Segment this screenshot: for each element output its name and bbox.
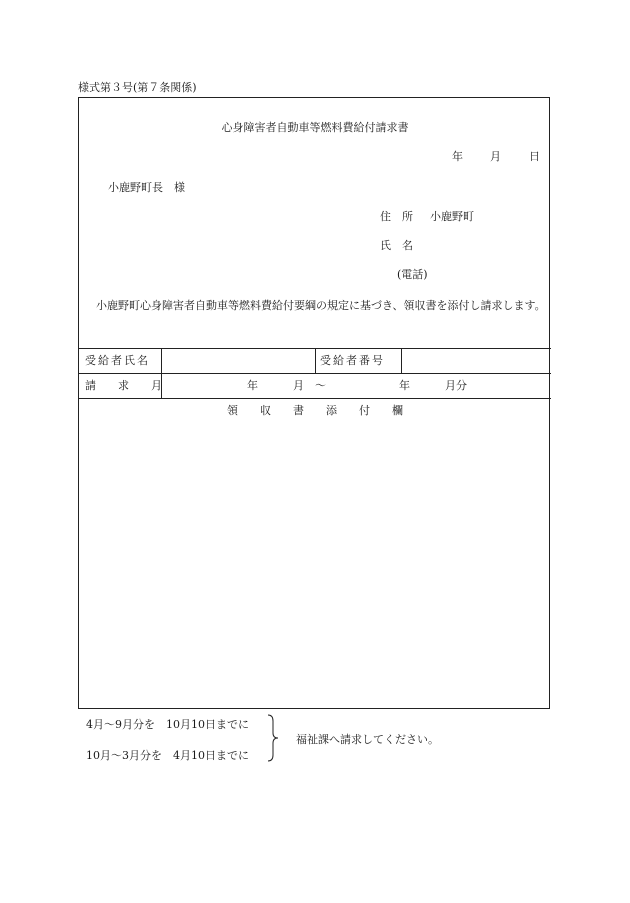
row-divider-2	[79, 398, 551, 399]
name-number-divider-left	[315, 348, 316, 373]
request-statement: 小鹿野町心身障害者自動車等燃料費給付要綱の規定に基づき、領収書を添付し請求します。	[96, 299, 546, 312]
name-number-divider-right	[401, 348, 402, 373]
period-to-month: 月分	[445, 379, 467, 392]
deadline-note-1: 4月～9月分を 10月10日までに	[86, 718, 249, 731]
form-number: 様式第３号(第７条関係)	[78, 81, 197, 94]
deadline-note-2: 10月～3月分を 4月10日までに	[86, 749, 249, 762]
period-from-year: 年	[247, 379, 258, 392]
date-year-label: 年	[452, 150, 463, 163]
receipt-attachment-area[interactable]	[83, 423, 547, 705]
period-to-year: 年	[399, 379, 410, 392]
date-day-label: 日	[529, 150, 540, 163]
address-value: 小鹿野町	[430, 210, 474, 223]
recipient-name-field[interactable]	[164, 350, 312, 371]
form-frame	[78, 97, 550, 709]
submission-instruction: 福祉課へ請求してください。	[296, 733, 439, 746]
name-label: 氏 名	[380, 239, 413, 252]
curly-brace-icon	[266, 713, 280, 763]
recipient-name-label: 受給者氏名	[85, 354, 150, 367]
form-title: 心身障害者自動車等燃料費給付請求書	[221, 121, 409, 134]
period-from-month: 月 ～	[293, 379, 326, 392]
receipt-section-label: 領 収 書 添 付 欄	[227, 404, 403, 417]
phone-label: (電話)	[397, 268, 428, 281]
recipient-number-field[interactable]	[404, 350, 548, 371]
row-divider-1	[79, 373, 551, 374]
address-label: 住 所	[380, 210, 413, 223]
request-month-label: 請 求 月	[85, 379, 162, 392]
date-month-label: 月	[490, 150, 501, 163]
addressee: 小鹿野町長 様	[108, 181, 185, 194]
recipient-number-label: 受給者番号	[320, 354, 385, 367]
